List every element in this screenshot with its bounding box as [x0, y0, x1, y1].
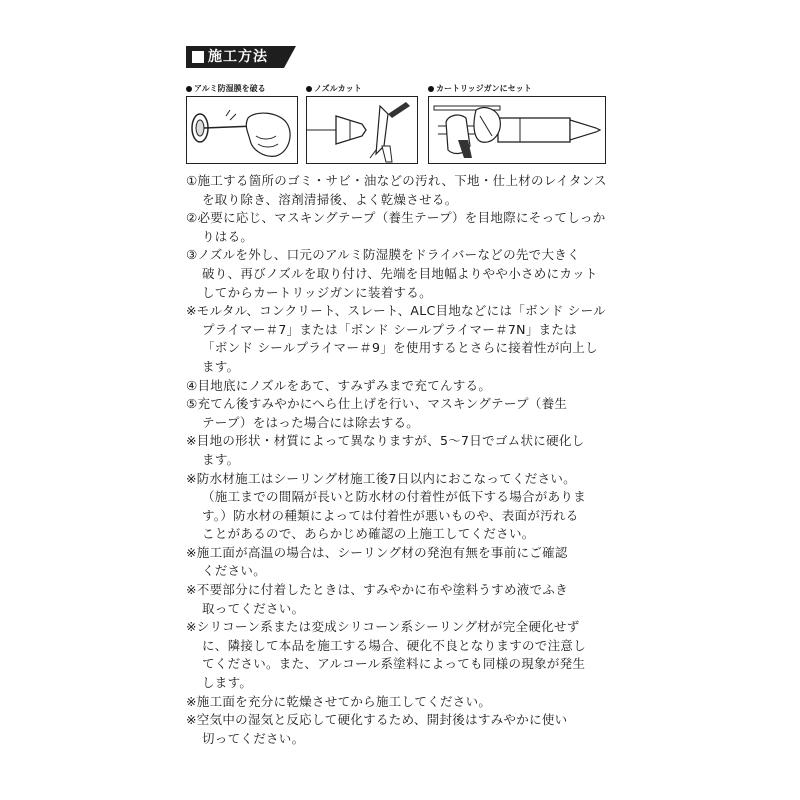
instruction-line: ※施工面を充分に乾燥させてから施工してください。 — [186, 693, 492, 709]
instruction-line: プライマー＃7」または「ボンド シールプライマー＃7N」または — [202, 321, 578, 337]
instruction-line: ※モルタル、コンクリート、スレート、ALC目地などには「ボンド シール — [186, 303, 606, 319]
instruction-line: ください。 — [202, 563, 267, 579]
instruction-line: ※施工面が高温の場合は、シーリング材の発泡有無を事前にご確認 — [186, 544, 568, 560]
figure-caulking-gun — [428, 96, 606, 164]
instruction-line: ことがあるので、あらかじめ確認の上施工してください。 — [202, 526, 535, 542]
instruction-line: を取り除き、溶剤清掃後、よく乾燥させる。 — [202, 191, 458, 207]
figure-caption-2 — [306, 84, 362, 94]
instruction-line: ⑤充てん後すみやかにへら仕上げを行い、マスキングテープ（養生 — [186, 396, 568, 412]
title-square-icon — [192, 51, 204, 63]
figure-puncture-foil — [186, 96, 298, 164]
instruction-line: （施工までの間隔が長いと防水材の付着性が低下する場合がありま — [202, 489, 587, 505]
figure-caption-text: アルミ防湿膜を破る — [194, 84, 266, 93]
instruction-line: 切ってください。 — [202, 730, 305, 746]
instruction-line: 「ボンド シールプライマー＃9」を使用するとさらに接着性が向上し — [202, 340, 598, 356]
instruction-line: ※空気中の湿気と反応して硬化するため、開封後はすみやかに使い — [186, 712, 568, 728]
instruction-line: す。）防水材の種類によっては付着性が悪いものや、表面が汚れる — [202, 507, 579, 523]
instruction-line: ※防水材施工はシーリング材施工後7日以内におこなってください。 — [186, 470, 576, 486]
figure-caption-3 — [428, 84, 532, 94]
instruction-line: ※目地の形状・材質によって異なりますが、5〜7日でゴム状に硬化し — [186, 433, 585, 449]
instruction-line: ①施工する箇所のゴミ・サビ・油などの汚れ、下地・仕上材のレイタンス — [186, 173, 607, 188]
instruction-line: ②必要に応じ、マスキングテープ（養生テープ）を目地際にそってしっか — [186, 210, 606, 226]
instruction-line: してからカートリッジガンに装着する。 — [202, 284, 432, 300]
bullet-icon — [186, 86, 192, 92]
instruction-line: ※シリコーン系または変成シリコーン系シーリング材が完全硬化せず — [186, 619, 580, 635]
figure-caption-text: カートリッジガンにセット — [436, 84, 532, 93]
instructions-text — [186, 172, 616, 748]
instruction-line: ます。 — [202, 358, 240, 374]
caulking-gun-icon — [428, 96, 606, 164]
instruction-line: テープ）をはった場合には除去する。 — [202, 414, 420, 430]
figure-caption-1 — [186, 84, 266, 94]
instruction-line: ます。 — [202, 451, 240, 467]
instruction-line: りはる。 — [202, 228, 254, 244]
instruction-line: てください。また、アルコール系塗料によっても同様の現象が発生 — [202, 656, 586, 672]
instruction-line: ※不要部分に付着したときは、すみやかに布や塗料うすめ液でふき — [186, 582, 568, 598]
bullet-icon — [306, 86, 312, 92]
instruction-line: ③ノズルを外し、口元のアルミ防湿膜をドライバーなどの先で大きく — [186, 247, 580, 263]
hand-puncturing-foil-icon — [186, 96, 298, 164]
instruction-line: に、隣接して本品を施工する場合、硬化不良となりますので注意し — [202, 637, 587, 653]
section-title-banner — [186, 46, 296, 68]
figure-nozzle-cut — [306, 96, 418, 164]
instruction-line: します。 — [202, 675, 253, 691]
instruction-line: ④目地底にノズルをあて、すみずみまで充てんする。 — [186, 377, 492, 393]
figure-caption-text: ノズルカット — [314, 84, 362, 93]
instruction-line: 取ってください。 — [202, 600, 305, 616]
instruction-line: 破り、再びノズルを取り付け、先端を目地幅よりやや小さめにカット — [202, 265, 598, 281]
section-title: 施工方法 — [208, 49, 268, 65]
bullet-icon — [428, 86, 434, 92]
nozzle-cut-icon — [306, 96, 418, 164]
